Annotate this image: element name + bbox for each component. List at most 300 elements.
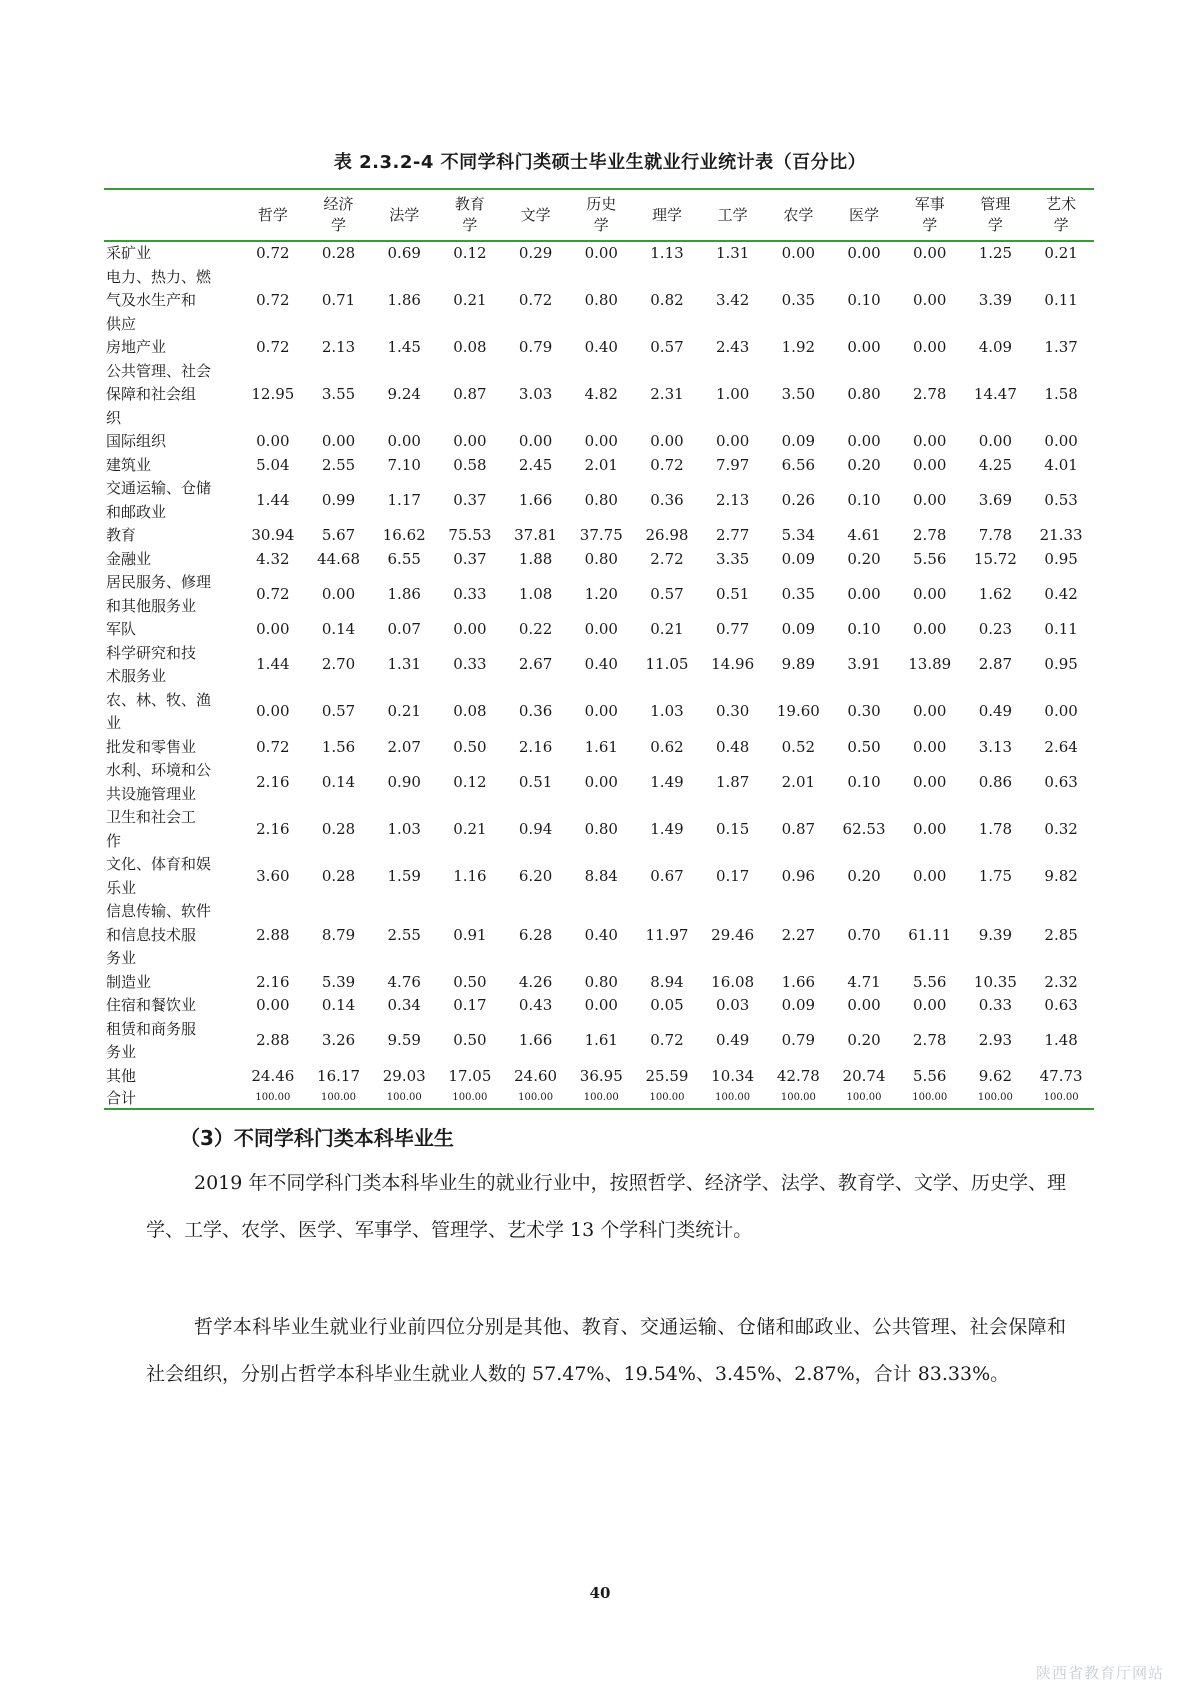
industry-name-line: 房地产业 bbox=[106, 338, 167, 356]
table-cell: 0.72 bbox=[256, 584, 290, 603]
table-cell: 37.75 bbox=[579, 526, 623, 544]
table-cell: 8.84 bbox=[584, 866, 618, 885]
table-cell: 4.76 bbox=[387, 972, 421, 991]
table-cell: 0.08 bbox=[453, 702, 487, 721]
table-cell: 2.16 bbox=[256, 819, 290, 838]
table-header-row bbox=[104, 189, 1094, 241]
table-cell: 1.49 bbox=[650, 819, 684, 838]
table-cell: 9.89 bbox=[781, 655, 816, 674]
table-cell: 1.88 bbox=[518, 549, 553, 568]
table-cell: 0.95 bbox=[1044, 549, 1078, 568]
table-cell: 1.49 bbox=[650, 772, 684, 791]
table-cell: 0.35 bbox=[781, 584, 816, 603]
table-cell: 0.72 bbox=[518, 291, 553, 309]
table-cell: 2.43 bbox=[715, 338, 750, 356]
industry-name-line: 务业 bbox=[106, 949, 137, 967]
table-cell: 3.91 bbox=[847, 655, 881, 674]
table-cell: 47.73 bbox=[1039, 1066, 1083, 1085]
table-cell: 0.00 bbox=[913, 338, 947, 356]
table-cell: 0.72 bbox=[256, 244, 290, 262]
column-header-line: 医学 bbox=[849, 205, 880, 224]
column-header-line: 学 bbox=[462, 216, 478, 234]
table-cell: 0.90 bbox=[387, 772, 421, 791]
column-header-line: 学 bbox=[331, 216, 347, 234]
table-cell: 0.35 bbox=[781, 291, 816, 309]
table-cell: 2.13 bbox=[321, 338, 356, 356]
total-cell: 100.00 bbox=[583, 1092, 619, 1103]
table-cell: 16.17 bbox=[317, 1066, 360, 1085]
table-cell: 2.45 bbox=[518, 455, 553, 474]
column-header-line: 管理 bbox=[980, 195, 1011, 213]
table-cell: 0.07 bbox=[387, 620, 421, 638]
column-header-line: 学 bbox=[1053, 216, 1069, 234]
table-cell: 1.78 bbox=[978, 819, 1013, 838]
table-cell: 0.63 bbox=[1044, 996, 1078, 1014]
table-cell: 0.21 bbox=[453, 291, 487, 309]
table-cell: 0.20 bbox=[847, 866, 881, 885]
industry-name bbox=[104, 642, 240, 689]
table-row bbox=[104, 336, 1094, 360]
table-cell: 1.66 bbox=[781, 972, 816, 991]
table-cell: 0.77 bbox=[715, 620, 750, 638]
table-cell: 1.45 bbox=[387, 338, 421, 356]
table-cell: 0.52 bbox=[781, 737, 816, 756]
table-cell: 2.13 bbox=[715, 490, 750, 509]
industry-name-line: 制造业 bbox=[106, 972, 152, 991]
table-cell: 42.78 bbox=[776, 1066, 820, 1085]
table-cell: 0.10 bbox=[847, 620, 881, 638]
table-row bbox=[104, 806, 1094, 853]
table-cell: 5.39 bbox=[321, 972, 356, 991]
table-row bbox=[104, 736, 1094, 760]
industry-name-line: 和信息技术服 bbox=[106, 925, 197, 944]
table-cell: 0.09 bbox=[781, 996, 816, 1014]
table-cell: 26.98 bbox=[645, 526, 689, 544]
paragraph-2: 哲学本科毕业生就业行业前四位分别是其他、教育、交通运输、仓储和邮政业、公共管理、社会保障和社会组织，分别占哲学本科毕业生就业人数的 57.47%、19.54%、3.45%、2.87%，合计 83.33%。 bbox=[146, 1316, 1066, 1385]
industry-name bbox=[104, 336, 240, 360]
table-cell: 0.00 bbox=[781, 244, 816, 262]
total-cell: 100.00 bbox=[846, 1092, 882, 1103]
table-cell: 0.10 bbox=[847, 291, 881, 309]
industry-name-line: 电力、热力、燃 bbox=[106, 267, 212, 286]
table-cell: 9.62 bbox=[978, 1066, 1013, 1085]
table-cell: 30.94 bbox=[251, 526, 295, 544]
table-cell: 0.00 bbox=[518, 432, 553, 450]
table-cell: 2.78 bbox=[913, 526, 947, 544]
table-cell: 6.55 bbox=[387, 549, 421, 568]
industry-name-line: 织 bbox=[106, 408, 122, 427]
table-cell: 9.59 bbox=[387, 1031, 421, 1050]
table-title: 表 2.3.2-4 不同学科门类硕士毕业生就业行业统计表（百分比） bbox=[333, 152, 867, 173]
industry-name bbox=[104, 360, 240, 431]
column-header bbox=[634, 189, 700, 241]
table-cell: 0.00 bbox=[584, 996, 618, 1014]
industry-name-line: 乐业 bbox=[106, 878, 137, 897]
table-cell: 7.10 bbox=[387, 455, 421, 474]
industry-name-line: 信息传输、软件 bbox=[106, 902, 212, 920]
table-cell: 0.00 bbox=[913, 819, 947, 838]
table-cell: 6.28 bbox=[518, 925, 553, 944]
header-industry bbox=[104, 189, 240, 241]
table-cell: 14.96 bbox=[711, 655, 755, 674]
table-cell: 0.11 bbox=[1044, 291, 1078, 309]
table-cell: 0.82 bbox=[650, 291, 684, 309]
table-cell: 0.14 bbox=[321, 772, 356, 791]
industry-name-line: 文化、体育和娱 bbox=[106, 855, 212, 873]
column-header bbox=[371, 189, 437, 241]
table-cell: 1.44 bbox=[256, 655, 290, 674]
table-body bbox=[104, 241, 1094, 1109]
table-cell: 0.22 bbox=[518, 620, 553, 638]
table-cell: 1.62 bbox=[978, 584, 1013, 603]
table-cell: 19.60 bbox=[776, 702, 820, 721]
table-cell: 0.00 bbox=[256, 432, 290, 450]
table-cell: 1.37 bbox=[1044, 338, 1078, 356]
table-cell: 9.82 bbox=[1044, 866, 1078, 885]
table-cell: 0.00 bbox=[847, 432, 881, 450]
table-cell: 10.34 bbox=[711, 1066, 755, 1085]
table-cell: 0.00 bbox=[715, 432, 750, 450]
column-header bbox=[568, 189, 634, 241]
table-cell: 5.56 bbox=[913, 972, 947, 991]
total-cell: 100.00 bbox=[977, 1092, 1013, 1103]
column-header-line: 历史 bbox=[586, 195, 617, 213]
table-row bbox=[104, 266, 1094, 337]
table-cell: 0.95 bbox=[1044, 655, 1078, 674]
table-cell: 0.00 bbox=[913, 996, 947, 1014]
table-cell: 0.51 bbox=[518, 772, 553, 791]
table-cell: 0.00 bbox=[584, 244, 618, 262]
table-cell: 0.53 bbox=[1044, 490, 1078, 509]
table-cell: 20.74 bbox=[842, 1066, 886, 1085]
column-header-line: 教育 bbox=[454, 195, 485, 213]
table-cell: 3.26 bbox=[321, 1031, 356, 1050]
table-cell: 0.09 bbox=[781, 549, 816, 568]
table-cell: 0.80 bbox=[584, 549, 618, 568]
table-cell: 0.08 bbox=[453, 338, 487, 356]
table-cell: 0.09 bbox=[781, 432, 816, 450]
table-cell: 24.46 bbox=[251, 1066, 295, 1085]
industry-name-line: 和其他服务业 bbox=[106, 596, 197, 615]
total-cell: 100.00 bbox=[255, 1092, 291, 1103]
table-cell: 0.36 bbox=[518, 702, 553, 721]
table-cell: 0.69 bbox=[387, 244, 421, 262]
table-cell: 1.86 bbox=[387, 584, 421, 603]
total-cell: 100.00 bbox=[321, 1092, 357, 1103]
table-cell: 0.80 bbox=[584, 490, 618, 509]
table-cell: 0.40 bbox=[584, 338, 618, 356]
table-cell: 1.20 bbox=[584, 584, 618, 603]
industry-name-line: 其他 bbox=[106, 1066, 137, 1085]
table-cell: 2.31 bbox=[650, 385, 684, 403]
table-cell: 44.68 bbox=[317, 549, 360, 568]
table-cell: 0.72 bbox=[256, 291, 290, 309]
table-cell: 7.78 bbox=[978, 526, 1013, 544]
table-cell: 2.16 bbox=[256, 772, 290, 791]
industry-name-line: 水利、环境和公 bbox=[106, 761, 212, 779]
table-cell: 3.60 bbox=[256, 866, 290, 885]
table-total-row bbox=[104, 1088, 1094, 1109]
industry-name bbox=[104, 454, 240, 478]
table-cell: 36.95 bbox=[579, 1066, 623, 1085]
table-cell: 0.72 bbox=[256, 338, 290, 356]
table-cell: 13.89 bbox=[908, 655, 952, 674]
table-cell: 0.79 bbox=[518, 338, 553, 356]
table-cell: 2.77 bbox=[715, 526, 750, 544]
industry-name bbox=[104, 900, 240, 971]
table-cell: 0.00 bbox=[256, 702, 290, 721]
column-header bbox=[306, 189, 372, 241]
table-cell: 0.71 bbox=[321, 291, 356, 309]
table-cell: 0.00 bbox=[847, 584, 881, 603]
table-cell: 0.96 bbox=[781, 866, 816, 885]
table-cell: 0.63 bbox=[1044, 772, 1078, 791]
column-header-line: 经济 bbox=[323, 195, 354, 213]
table-cell: 0.00 bbox=[256, 620, 290, 638]
table-cell: 0.50 bbox=[453, 1031, 487, 1050]
table-cell: 0.72 bbox=[650, 455, 684, 474]
table-cell: 3.42 bbox=[715, 291, 750, 309]
table-cell: 0.00 bbox=[650, 432, 684, 450]
table-cell: 0.00 bbox=[913, 772, 947, 791]
industry-name-line: 务业 bbox=[106, 1043, 137, 1061]
table-cell: 0.21 bbox=[387, 702, 421, 721]
column-header-line: 艺术 bbox=[1046, 195, 1077, 213]
table-cell: 2.87 bbox=[978, 655, 1013, 674]
table-cell: 0.23 bbox=[978, 620, 1013, 638]
table-cell: 2.07 bbox=[387, 737, 421, 756]
table-cell: 2.85 bbox=[1044, 925, 1078, 944]
industry-name bbox=[104, 806, 240, 853]
table-cell: 0.10 bbox=[847, 772, 881, 791]
industry-name-line: 批发和零售业 bbox=[106, 737, 197, 756]
table-cell: 0.00 bbox=[913, 620, 947, 638]
table-cell: 0.67 bbox=[650, 866, 684, 885]
table-cell: 9.24 bbox=[387, 385, 421, 403]
table-cell: 2.27 bbox=[781, 925, 816, 944]
table-cell: 0.00 bbox=[584, 432, 618, 450]
table-cell: 4.09 bbox=[978, 338, 1013, 356]
industry-name bbox=[104, 266, 240, 337]
table-cell: 0.50 bbox=[453, 972, 487, 991]
table-cell: 0.28 bbox=[321, 244, 356, 262]
industry-name-line: 科学研究和技 bbox=[106, 643, 197, 662]
table-cell: 0.00 bbox=[913, 455, 947, 474]
table-cell: 0.14 bbox=[321, 996, 356, 1014]
total-label: 合计 bbox=[106, 1089, 137, 1107]
column-header-line: 文学 bbox=[520, 205, 551, 224]
watermark-text: 陕西省教育厅网站 bbox=[1035, 1664, 1164, 1682]
table-cell: 4.26 bbox=[518, 972, 553, 991]
table-cell: 0.03 bbox=[715, 996, 750, 1014]
table-row bbox=[104, 454, 1094, 478]
table-cell: 7.97 bbox=[715, 455, 750, 474]
table-cell: 0.36 bbox=[650, 490, 684, 509]
table-cell: 2.72 bbox=[650, 549, 684, 568]
table-cell: 3.69 bbox=[978, 490, 1013, 509]
industry-name bbox=[104, 971, 240, 995]
table-cell: 2.78 bbox=[913, 1031, 947, 1050]
total-cell: 100.00 bbox=[649, 1092, 685, 1103]
table-cell: 0.00 bbox=[913, 291, 947, 309]
table-cell: 5.56 bbox=[913, 1066, 947, 1085]
industry-name-line: 国际组织 bbox=[106, 432, 167, 450]
table-cell: 0.30 bbox=[715, 702, 750, 721]
column-header-line: 学 bbox=[922, 216, 938, 234]
column-header-line: 哲学 bbox=[257, 205, 288, 224]
table-cell: 1.17 bbox=[387, 490, 421, 509]
table-cell: 2.88 bbox=[256, 925, 290, 944]
table-cell: 0.80 bbox=[584, 291, 618, 309]
table-cell: 0.00 bbox=[847, 244, 881, 262]
table-cell: 1.56 bbox=[321, 737, 356, 756]
table-cell: 0.32 bbox=[1044, 819, 1078, 838]
total-cell: 100.00 bbox=[386, 1092, 422, 1103]
table-cell: 1.61 bbox=[584, 737, 618, 756]
table-cell: 0.91 bbox=[453, 925, 487, 944]
industry-name bbox=[104, 477, 240, 524]
total-cell: 100.00 bbox=[715, 1092, 751, 1103]
table-cell: 0.30 bbox=[847, 702, 881, 721]
table-cell: 0.80 bbox=[584, 972, 618, 991]
table-cell: 0.94 bbox=[518, 819, 553, 838]
table-cell: 1.75 bbox=[978, 866, 1013, 885]
industry-name bbox=[104, 1065, 240, 1089]
industry-name-line: 军队 bbox=[106, 620, 137, 638]
table-row bbox=[104, 1065, 1094, 1089]
table-cell: 1.31 bbox=[387, 655, 421, 674]
industry-name-line: 作 bbox=[106, 831, 122, 850]
table-cell: 1.61 bbox=[584, 1031, 618, 1050]
table-cell: 0.00 bbox=[256, 996, 290, 1014]
industry-name-line: 和邮政业 bbox=[106, 502, 167, 521]
industry-name-line: 保障和社会组 bbox=[106, 385, 197, 403]
industry-name bbox=[104, 994, 240, 1018]
table-cell: 0.00 bbox=[847, 338, 881, 356]
table-cell: 0.49 bbox=[978, 702, 1013, 721]
table-cell: 12.95 bbox=[251, 385, 295, 403]
table-row bbox=[104, 477, 1094, 524]
table-cell: 0.26 bbox=[781, 490, 816, 509]
table-cell: 1.66 bbox=[518, 490, 553, 509]
table-cell: 17.05 bbox=[448, 1066, 492, 1085]
industry-name-line: 采矿业 bbox=[106, 244, 152, 262]
table-cell: 0.40 bbox=[584, 655, 618, 674]
industry-name-line: 卫生和社会工 bbox=[106, 808, 197, 826]
table-cell: 0.34 bbox=[387, 996, 421, 1014]
table-cell: 16.08 bbox=[711, 972, 755, 991]
table-cell: 0.28 bbox=[321, 866, 356, 885]
table-cell: 2.01 bbox=[781, 772, 816, 791]
table-cell: 0.37 bbox=[453, 549, 487, 568]
table-cell: 21.33 bbox=[1039, 526, 1083, 544]
table-cell: 0.57 bbox=[650, 584, 684, 603]
industry-name bbox=[104, 759, 240, 806]
table-cell: 1.59 bbox=[387, 866, 421, 885]
column-header bbox=[1028, 189, 1094, 241]
table-cell: 2.78 bbox=[913, 385, 947, 403]
table-cell: 4.32 bbox=[256, 549, 290, 568]
industry-name-line: 住宿和餐饮业 bbox=[106, 996, 197, 1014]
table-row bbox=[104, 900, 1094, 971]
table-cell: 5.56 bbox=[913, 549, 947, 568]
table-cell: 6.56 bbox=[781, 455, 816, 474]
total-cell: 100.00 bbox=[452, 1092, 488, 1103]
table-cell: 1.86 bbox=[387, 291, 421, 309]
table-cell: 1.25 bbox=[978, 244, 1013, 262]
table-cell: 62.53 bbox=[842, 819, 886, 838]
industry-name bbox=[104, 548, 240, 572]
table-cell: 0.70 bbox=[847, 925, 881, 944]
table-cell: 2.32 bbox=[1044, 972, 1078, 991]
table-row bbox=[104, 759, 1094, 806]
table-row bbox=[104, 548, 1094, 572]
industry-name-line: 业 bbox=[106, 714, 122, 732]
table-cell: 0.50 bbox=[453, 737, 487, 756]
table-cell: 1.87 bbox=[715, 772, 750, 791]
table-cell: 0.00 bbox=[913, 737, 947, 756]
table-cell: 0.57 bbox=[321, 702, 356, 721]
industry-name-line: 术服务业 bbox=[106, 667, 167, 685]
column-header bbox=[240, 189, 306, 241]
table-row bbox=[104, 1018, 1094, 1065]
table-cell: 0.00 bbox=[584, 702, 618, 721]
table-cell: 0.57 bbox=[650, 338, 684, 356]
industry-name-line: 租赁和商务服 bbox=[106, 1019, 197, 1038]
table-cell: 0.09 bbox=[781, 620, 816, 638]
table-cell: 0.62 bbox=[650, 737, 684, 756]
table-cell: 0.00 bbox=[1044, 432, 1078, 450]
table-cell: 0.80 bbox=[584, 819, 618, 838]
table-cell: 0.00 bbox=[978, 432, 1013, 450]
table-cell: 0.58 bbox=[453, 455, 487, 474]
table-cell: 0.17 bbox=[453, 996, 487, 1014]
column-header-line: 农学 bbox=[783, 205, 814, 224]
table-cell: 1.44 bbox=[256, 490, 290, 509]
table-cell: 0.50 bbox=[847, 737, 881, 756]
table-cell: 2.67 bbox=[518, 655, 553, 674]
table-cell: 0.00 bbox=[913, 702, 947, 721]
industry-name bbox=[104, 736, 240, 760]
column-header-line: 理学 bbox=[651, 205, 682, 224]
table-cell: 29.03 bbox=[382, 1066, 426, 1085]
column-header-line: 学 bbox=[987, 216, 1003, 234]
total-cell: 100.00 bbox=[780, 1092, 816, 1103]
table-cell: 3.35 bbox=[715, 549, 750, 568]
table-row bbox=[104, 853, 1094, 900]
table-row bbox=[104, 971, 1094, 995]
table-cell: 0.05 bbox=[650, 996, 684, 1014]
table-row bbox=[104, 571, 1094, 618]
table-cell: 0.87 bbox=[453, 385, 487, 403]
table-cell: 0.49 bbox=[715, 1031, 750, 1050]
table-cell: 8.94 bbox=[650, 972, 684, 991]
table-cell: 0.87 bbox=[781, 819, 816, 838]
table-cell: 1.00 bbox=[715, 385, 750, 403]
table-cell: 16.62 bbox=[382, 526, 426, 544]
column-header-line: 学 bbox=[593, 216, 609, 234]
table-cell: 0.40 bbox=[584, 925, 618, 944]
table-cell: 0.14 bbox=[321, 620, 356, 638]
table-cell: 2.70 bbox=[321, 655, 356, 674]
table-row bbox=[104, 689, 1094, 736]
industry-name bbox=[104, 853, 240, 900]
table-row bbox=[104, 430, 1094, 454]
section-heading: （3）不同学科门类本科毕业生 bbox=[180, 1126, 454, 1150]
table-cell: 2.16 bbox=[518, 737, 553, 756]
column-header bbox=[503, 189, 569, 241]
column-header bbox=[700, 189, 766, 241]
